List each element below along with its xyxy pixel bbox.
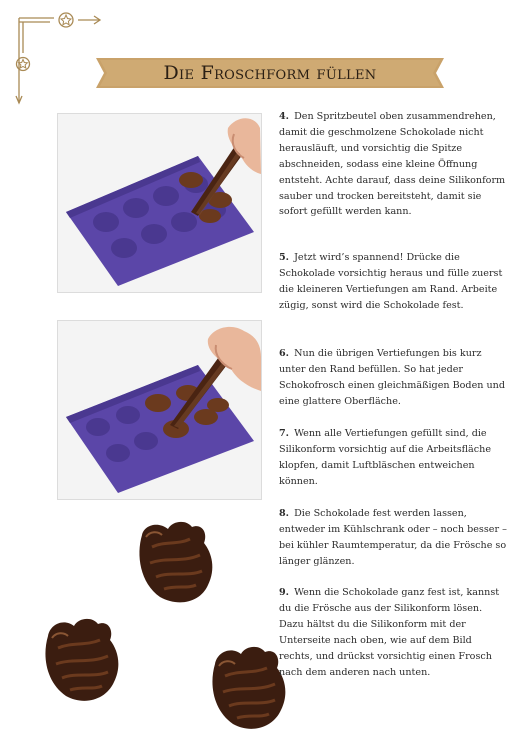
- step-7: [279, 426, 507, 490]
- page-title: Die Froschform füllen: [163, 62, 377, 84]
- step-6: [279, 346, 507, 410]
- step-text: Jetzt wird’s spannend! Drücke die Schokolade vorsichtig heraus und fülle zuerst die kleineren Vertiefungen am Rand. Arbeite zügig, sonst wird die Schokolade fest.: [279, 252, 503, 311]
- step-4: [279, 109, 507, 220]
- step-5: [279, 250, 507, 314]
- step-number: 6.: [279, 348, 290, 359]
- step-number: 7.: [279, 428, 290, 439]
- chocolate-frog-image: [38, 612, 126, 704]
- step-number: 9.: [279, 587, 290, 598]
- title-banner: [96, 56, 444, 90]
- step-text: Nun die übrigen Vertiefungen bis kurz unter den Rand befüllen. So hat jeder Schokofrosch einen gleichmäßigen Boden und eine glattere Oberfläche.: [279, 348, 505, 407]
- step-number: 8.: [279, 508, 290, 519]
- step-text: Die Schokolade fest werden lassen, entweder im Kühlschrank oder – noch besser – bei kühler Raumtemperatur, da die Frösche so länger glänzen.: [279, 508, 507, 567]
- step-text: Wenn alle Vertiefungen gefüllt sind, die Silikonform vorsichtig auf die Arbeitsfläche klopfen, damit Luftbläschen entweichen können.: [279, 428, 492, 487]
- step-text: Wenn die Schokolade ganz fest ist, kannst du die Frösche aus der Silikonform lösen. Dazu hältst du die Silikonform mit der Unterseite nach oben, wie auf dem Bild rechts, und drückst vorsichtig einen Frosch nach dem anderen nach unten.: [279, 587, 500, 678]
- step-8: [279, 506, 507, 570]
- chocolate-frog-image: [130, 515, 220, 607]
- mold-filling-photo-2: [57, 320, 262, 500]
- step-9: [279, 585, 507, 680]
- step-text: Den Spritzbeutel oben zusammendrehen, damit die geschmolzene Schokolade nicht herausläuft, und vorsichtig die Spitze abschneiden, sodass eine kleine Öffnung entsteht. Achte darauf, dass deine Silikonform sauber und trocken bereitsteht, damit sie sofort gefüllt werden kann.: [279, 111, 506, 218]
- mold-filling-photo-1: [57, 113, 262, 293]
- step-number: 5.: [279, 252, 290, 263]
- step-number: 4.: [279, 111, 290, 122]
